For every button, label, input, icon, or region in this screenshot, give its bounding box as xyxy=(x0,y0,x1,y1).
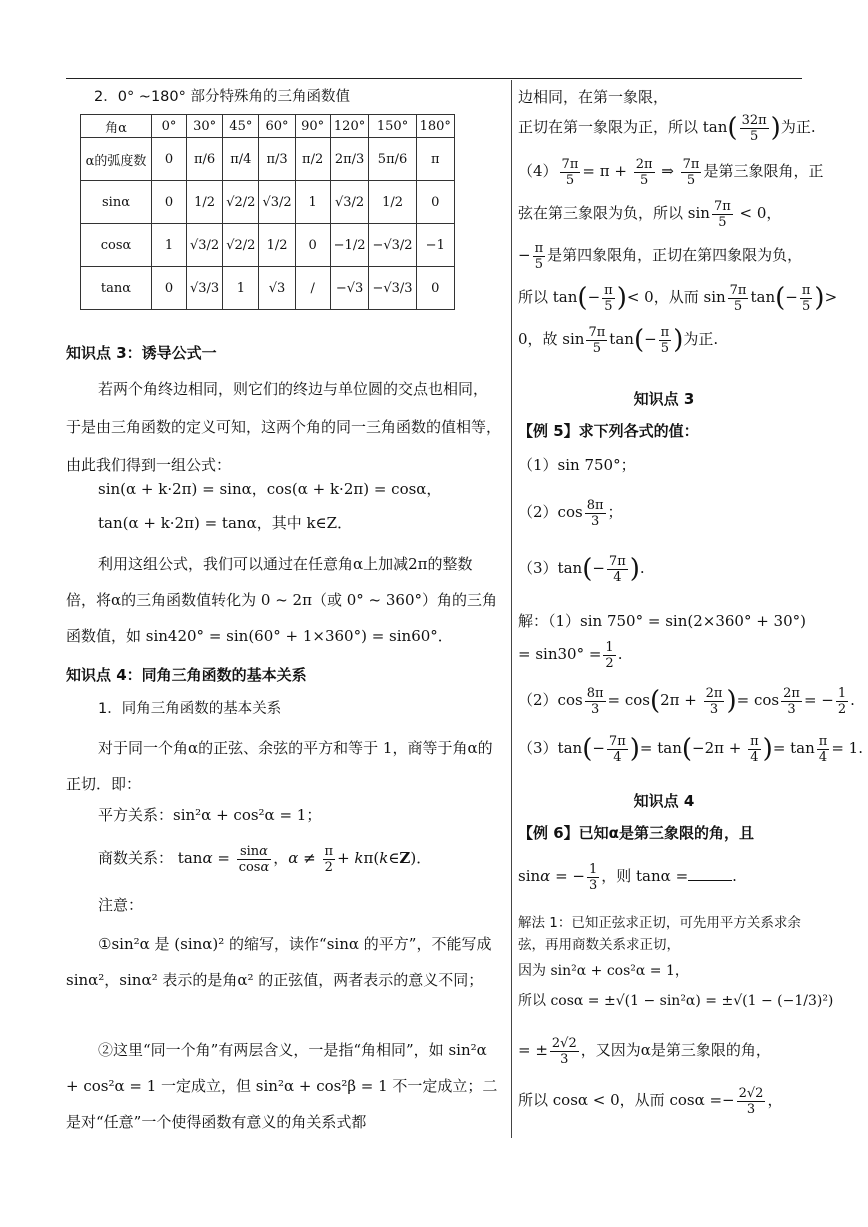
text: 所以 tan xyxy=(518,288,578,306)
text: ，又因为α是第三象限的角， xyxy=(580,1041,771,1059)
table-cell: π/2 xyxy=(295,138,330,181)
table-cell: √2/2 xyxy=(223,224,259,267)
solution-6-1: 解法 1：已知正弦求正切，可先用平方关系求余弦，再用商数关系求正切， xyxy=(518,915,801,953)
table-cell: 0 xyxy=(152,267,187,310)
table-cell: α的弧度数 xyxy=(81,138,152,181)
text: 是第四象限角，正切在第四象限为负， xyxy=(547,246,803,264)
table-cell: −√3 xyxy=(330,267,369,310)
kp3-paragraph: 若两个角终边相同，则它们的终边与单位圆的交点也相同，于是由三角函数的定义可知，这两个角的同一三角函数的值相等，由此我们得到一组公式： xyxy=(66,380,502,474)
right-line-v: 0，故 sin $\frac{7\pi}{5}$ tan(− $\frac{\pi}{5}$ )为正. xyxy=(518,324,719,356)
right-line-2: 正切在第一象限为正，所以 tan( $\frac{32\pi}{5}$ )为正. xyxy=(518,112,816,144)
table-cell: 60° xyxy=(259,115,295,138)
answer-blank[interactable] xyxy=(688,866,732,881)
example-5-part-1: （1）sin 750°； xyxy=(518,456,636,474)
trig-values-table xyxy=(80,114,455,310)
table-row-tan xyxy=(81,267,455,310)
table-cell: √3/2 xyxy=(187,224,223,267)
column-divider xyxy=(511,80,512,1138)
example-6: 【例 6】已知α是第三象限的角，且 xyxy=(518,824,754,842)
table-cell: 0 xyxy=(416,267,454,310)
kp4-heading: 知识点 4：同角三角函数的基本关系 xyxy=(66,666,307,684)
note-2: ②这里“同一个角”有两层含义，一是指“角相同”，如 sin²α + cos²α = 1 一定成立，但 sin²α + cos²β = 1 不一定成立；二是对“任意”一个使得函数有意义的角关系式都 xyxy=(66,1041,498,1131)
table-cell: 180° xyxy=(416,115,454,138)
text: 所以 cosα < 0，从而 cosα = xyxy=(518,1091,723,1109)
kp4-subheading: 1．同角三角函数的基本关系 xyxy=(98,701,282,717)
right-line-1: 边相同，在第一象限， xyxy=(518,88,669,106)
table-cell: 30° xyxy=(187,115,223,138)
square-relation-formula: sin²α + cos²α = 1； xyxy=(173,806,322,824)
example-6-line-2: sinα = − $\frac{1}{3}$ ，则 tanα = . xyxy=(518,861,737,893)
text: 为正. xyxy=(780,118,816,136)
table-cell: 1 xyxy=(223,267,259,310)
table-cell: π/6 xyxy=(187,138,223,181)
table-cell: 角α xyxy=(81,115,152,138)
kp3-formula-2: tan(α + k·2π) = tanα，其中 k∈Z． xyxy=(98,514,353,532)
text: （4） xyxy=(518,162,558,180)
table-header-row xyxy=(81,115,455,138)
text: （3）tan xyxy=(518,739,583,757)
solution-6-2: 因为 sin²α + cos²α = 1， xyxy=(518,963,689,979)
table-cell: −1 xyxy=(416,224,454,267)
table-cell: π/3 xyxy=(259,138,295,181)
note-1: ①sin²α 是 (sinα)² 的缩写，读作“sinα 的平方”，不能写成 sinα²，sinα² 表示的是角α² 的正弦值，两者表示的意义不同； xyxy=(66,935,492,989)
table-cell: 5π/6 xyxy=(369,138,416,181)
right-line-u: 所以 tan(− $\frac{\pi}{5}$ )< 0，从而 sin $\frac{7\pi}{5}$ tan(− $\frac{\pi}{5}$ )> xyxy=(518,282,838,314)
note-label: 注意： xyxy=(98,896,144,914)
table-cell: −1/2 xyxy=(330,224,369,267)
table-cell: 45° xyxy=(223,115,259,138)
table-cell: tanα xyxy=(81,267,152,310)
text: 正切在第一象限为正，所以 tan xyxy=(518,118,728,136)
kp4-paragraph: 对于同一个角α的正弦、余弦的平方和等于 1，商等于角α的正切．即： xyxy=(66,739,493,793)
table-cell: 0 xyxy=(152,181,187,224)
table-cell: 0° xyxy=(152,115,187,138)
table-row-cos xyxy=(81,224,455,267)
table-cell: √3/2 xyxy=(259,181,295,224)
kp4-title: 知识点 4 xyxy=(633,792,695,810)
solution-6-3: 所以 cosα = ±√(1 − sin²α) = ±√(1 − (−1/3)²) xyxy=(518,993,834,1009)
table-cell: 90° xyxy=(295,115,330,138)
solution-6-5: 所以 cosα < 0，从而 cosα =− $\frac{2√2}{3}$ ， xyxy=(518,1085,783,1117)
right-line-t: − $\frac{\pi}{5}$ 是第四象限角，正切在第四象限为负， xyxy=(518,240,803,272)
table-row-radians xyxy=(81,138,455,181)
example-5: 【例 5】求下列各式的值： xyxy=(518,422,699,440)
text: ，则 tanα = xyxy=(601,867,689,885)
table-cell: 1/2 xyxy=(259,224,295,267)
table-title: 2．0° ~180° 部分特殊角的三角函数值 xyxy=(94,89,350,105)
solution-5-2: （2）cos $\frac{8\pi}{3}$ = cos(2π + $\frac{2\pi}{3}$ )= cos $\frac{2\pi}{3}$ = − $\frac{1}{2}$ . xyxy=(518,685,855,717)
text: 弦在第三象限为负，所以 sin xyxy=(518,204,710,222)
table-cell: 1/2 xyxy=(187,181,223,224)
text: 0，故 sin xyxy=(518,330,585,348)
solution-5-1: 解：（1）sin 750° = sin(2×360° + 30°) xyxy=(518,612,806,630)
table-cell: √3/2 xyxy=(330,181,369,224)
header-rule xyxy=(66,78,802,79)
text: = sin30° = xyxy=(518,645,602,663)
kp3-title: 知识点 3 xyxy=(633,390,695,408)
quotient-relation: 商数关系： tanα = $\frac{\sin\alpha}{\cos\alpha}$ ，α ≠ $\frac{\pi}{2}$ + kπ(k∈Z)． xyxy=(98,843,432,875)
table-cell: √2/2 xyxy=(223,181,259,224)
table-row-sin xyxy=(81,181,455,224)
solution-5-3: （3）tan(− $\frac{7\pi}{4}$ )= tan(−2π + $\frac{\pi}{4}$ )= tan $\frac{\pi}{4}$ = 1. xyxy=(518,733,863,765)
text: （2）cos xyxy=(518,691,583,709)
example-5-part-3: （3）tan(− $\frac{7\pi}{4}$ ). xyxy=(518,553,645,585)
kp3-formula-1: sin(α + k·2π) = sinα，cos(α + k·2π) = cosα， xyxy=(98,480,442,498)
table-cell: 1 xyxy=(152,224,187,267)
table-cell: 2π/3 xyxy=(330,138,369,181)
table-cell: π xyxy=(416,138,454,181)
table-cell: √3 xyxy=(259,267,295,310)
table-cell: 150° xyxy=(369,115,416,138)
table-cell: 0 xyxy=(295,224,330,267)
table-cell: 0 xyxy=(416,181,454,224)
quotient-relation-label: 商数关系： xyxy=(98,849,174,867)
square-relation xyxy=(66,804,321,826)
square-relation-label: 平方关系： xyxy=(98,806,174,824)
table-cell: √3/3 xyxy=(187,267,223,310)
table-cell: 0 xyxy=(152,138,187,181)
table-cell: −√3/2 xyxy=(369,224,416,267)
kp3-paragraph-2: 利用这组公式，我们可以通过在任意角α上加减2π的整数倍，将α的三角函数值转化为 0 ~ 2π（或 0° ~ 360°）角的三角函数值，如 sin420° = sin(60° + 1×360°) = sin60°． xyxy=(66,555,497,645)
table-cell: π/4 xyxy=(223,138,259,181)
right-item-4: （4） $\frac{7\pi}{5}$ = π + $\frac{2\pi}{5}$ ⇒ $\frac{7\pi}{5}$ 是第三象限角，正 xyxy=(518,156,824,188)
example-5-part-2: （2）cos $\frac{8\pi}{3}$ ； xyxy=(518,497,623,529)
text: < 0，从而 sin xyxy=(626,288,726,306)
text: 是第三象限角，正 xyxy=(703,162,824,180)
solution-6-4: = ± $\frac{2√2}{3}$ ，又因为α是第三象限的角， xyxy=(518,1035,771,1067)
solution-5-1b: = sin30° = $\frac{1}{2}$ . xyxy=(518,639,623,671)
table-cell: 120° xyxy=(330,115,369,138)
table-cell: / xyxy=(295,267,330,310)
text: 为正. xyxy=(683,330,719,348)
text: （2）cos xyxy=(518,503,583,521)
table-cell: cosα xyxy=(81,224,152,267)
table-cell: sinα xyxy=(81,181,152,224)
kp3-heading: 知识点 3：诱导公式一 xyxy=(66,344,217,362)
table-cell: 1/2 xyxy=(369,181,416,224)
text: （3）tan xyxy=(518,559,583,577)
table-cell: −√3/3 xyxy=(369,267,416,310)
right-line-s: 弦在第三象限为负，所以 sin $\frac{7\pi}{5}$ < 0， xyxy=(518,198,782,230)
table-cell: 1 xyxy=(295,181,330,224)
